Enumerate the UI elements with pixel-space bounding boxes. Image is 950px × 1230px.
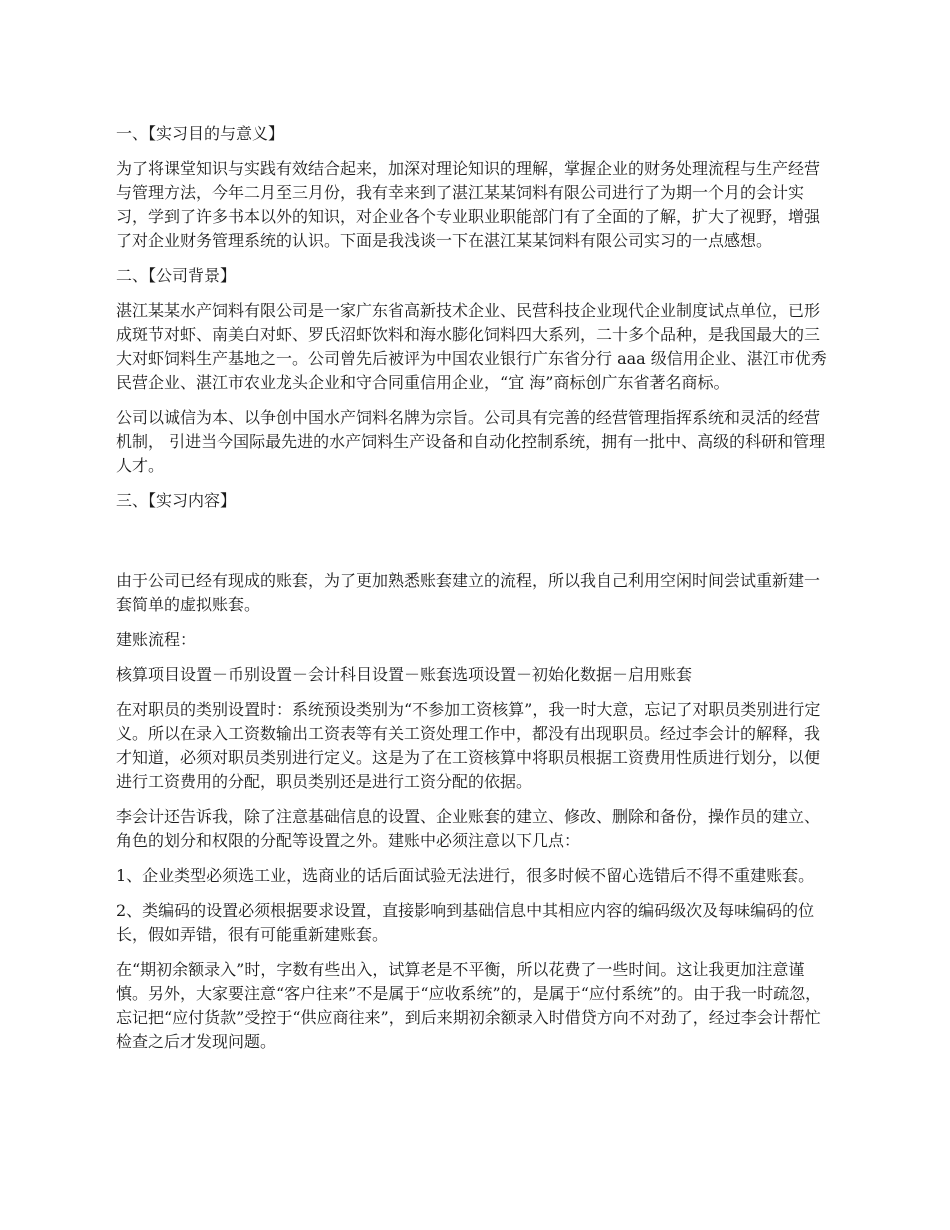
paragraph-setup-process-label: 建账流程： xyxy=(116,630,197,649)
paragraph-purpose: 为了将课堂知识与实践有效结合起来，加深对理论知识的理解，掌握企业的财务处理流程与生产经营与管理方法，今年二月至三月份，我有幸来到了湛江某某饲料有限公司进行了为期一个月的会计实习，学到了许多书本以外的知识，对企业各个专业职业职能部门有了全面的了解，扩大了视野，增强了对企业财务管理系统的认识。下面是我浅谈一下在湛江某某饲料有限公司实习的一点感想。 xyxy=(116,159,821,250)
list-item-enterprise-type: 1、企业类型必须选工业，选商业的话后面试验无法进行，很多时候不留心选错后不得不重建账套。 xyxy=(116,866,815,885)
section-heading-company-background: 二、【公司背景】 xyxy=(116,266,237,285)
section-heading-purpose: 一、【实习目的与意义】 xyxy=(116,124,285,143)
spacer xyxy=(116,524,828,569)
paragraph-company-philosophy: 公司以诚信为本、以争创中国水产饲料名牌为宗旨。公司具有完善的经营管理指挥系统和灵活的经营机制， 引进当今国际最先进的水产饲料生产设备和自动化控制系统，拥有一批中、高级的科研和管理人才。 xyxy=(116,408,826,475)
section-heading-internship-content: 三、【实习内容】 xyxy=(116,491,237,510)
paragraph-accountant-advice: 李会计还告诉我，除了注意基础信息的设置、企业账套的建立、修改、删除和备份，操作员的建立、角色的划分和权限的分配等设置之外。建账中必须注意以下几点： xyxy=(116,807,821,850)
paragraph-opening-balance: 在“期初余额录入”时，字数有些出入，试算老是不平衡，所以花费了一些时间。这让我更加注意谨慎。另外，大家要注意“客户往来”不是属于“应收系统”的，是属于“应付系统”的。由于我一时疏忽，忘记把“应付货款”受控于“供应商往来”，到后来期初余额录入时借贷方向不对劲了，经过李会计帮忙检查之后才发现问题。 xyxy=(116,960,822,1051)
document-page xyxy=(116,122,828,1065)
list-item-category-code: 2、类编码的设置必须根据要求设置，直接影响到基础信息中其相应内容的编码级次及每味编码的位长，假如弄错，很有可能重新建账套。 xyxy=(116,901,815,944)
paragraph-staff-category: 在对职员的类别设置时：系统预设类别为“不参加工资核算”，我一时大意，忘记了对职员类别进行定义。所以在录入工资数输出工资表等有关工资处理工作中，都没有出现职员。经过李会计的解释，我才知道，必须对职员类别进行定义。这是为了在工资核算中将职员根据工资费用性质进行划分，以便进行工资费用的分配，职员类别还是进行工资分配的依据。 xyxy=(116,700,821,791)
paragraph-setup-steps: 核算项目设置－币别设置－会计科目设置－账套选项设置－初始化数据－启用账套 xyxy=(116,665,693,684)
paragraph-company-intro: 湛江某某水产饲料有限公司是一家广东省高新技术企业、民营科技企业现代企业制度试点单位，已形成斑节对虾、南美白对虾、罗氏沼虾饮料和海水膨化饲料四大系列，二十多个品种，是我国最大的三大对虾饲料生产基地之一。公司曾先后被评为中国农业银行广东省分行 aaa 级信用企业、湛江市优秀民营企业、湛江市农业龙头企业和守合同重信用企业，“宜 海”商标创广东省著名商标。 xyxy=(116,301,827,392)
paragraph-account-setup-intro: 由于公司已经有现成的账套，为了更加熟悉账套建立的流程，所以我自己利用空闲时间尝试重新建一套简单的虚拟账套。 xyxy=(116,571,821,614)
